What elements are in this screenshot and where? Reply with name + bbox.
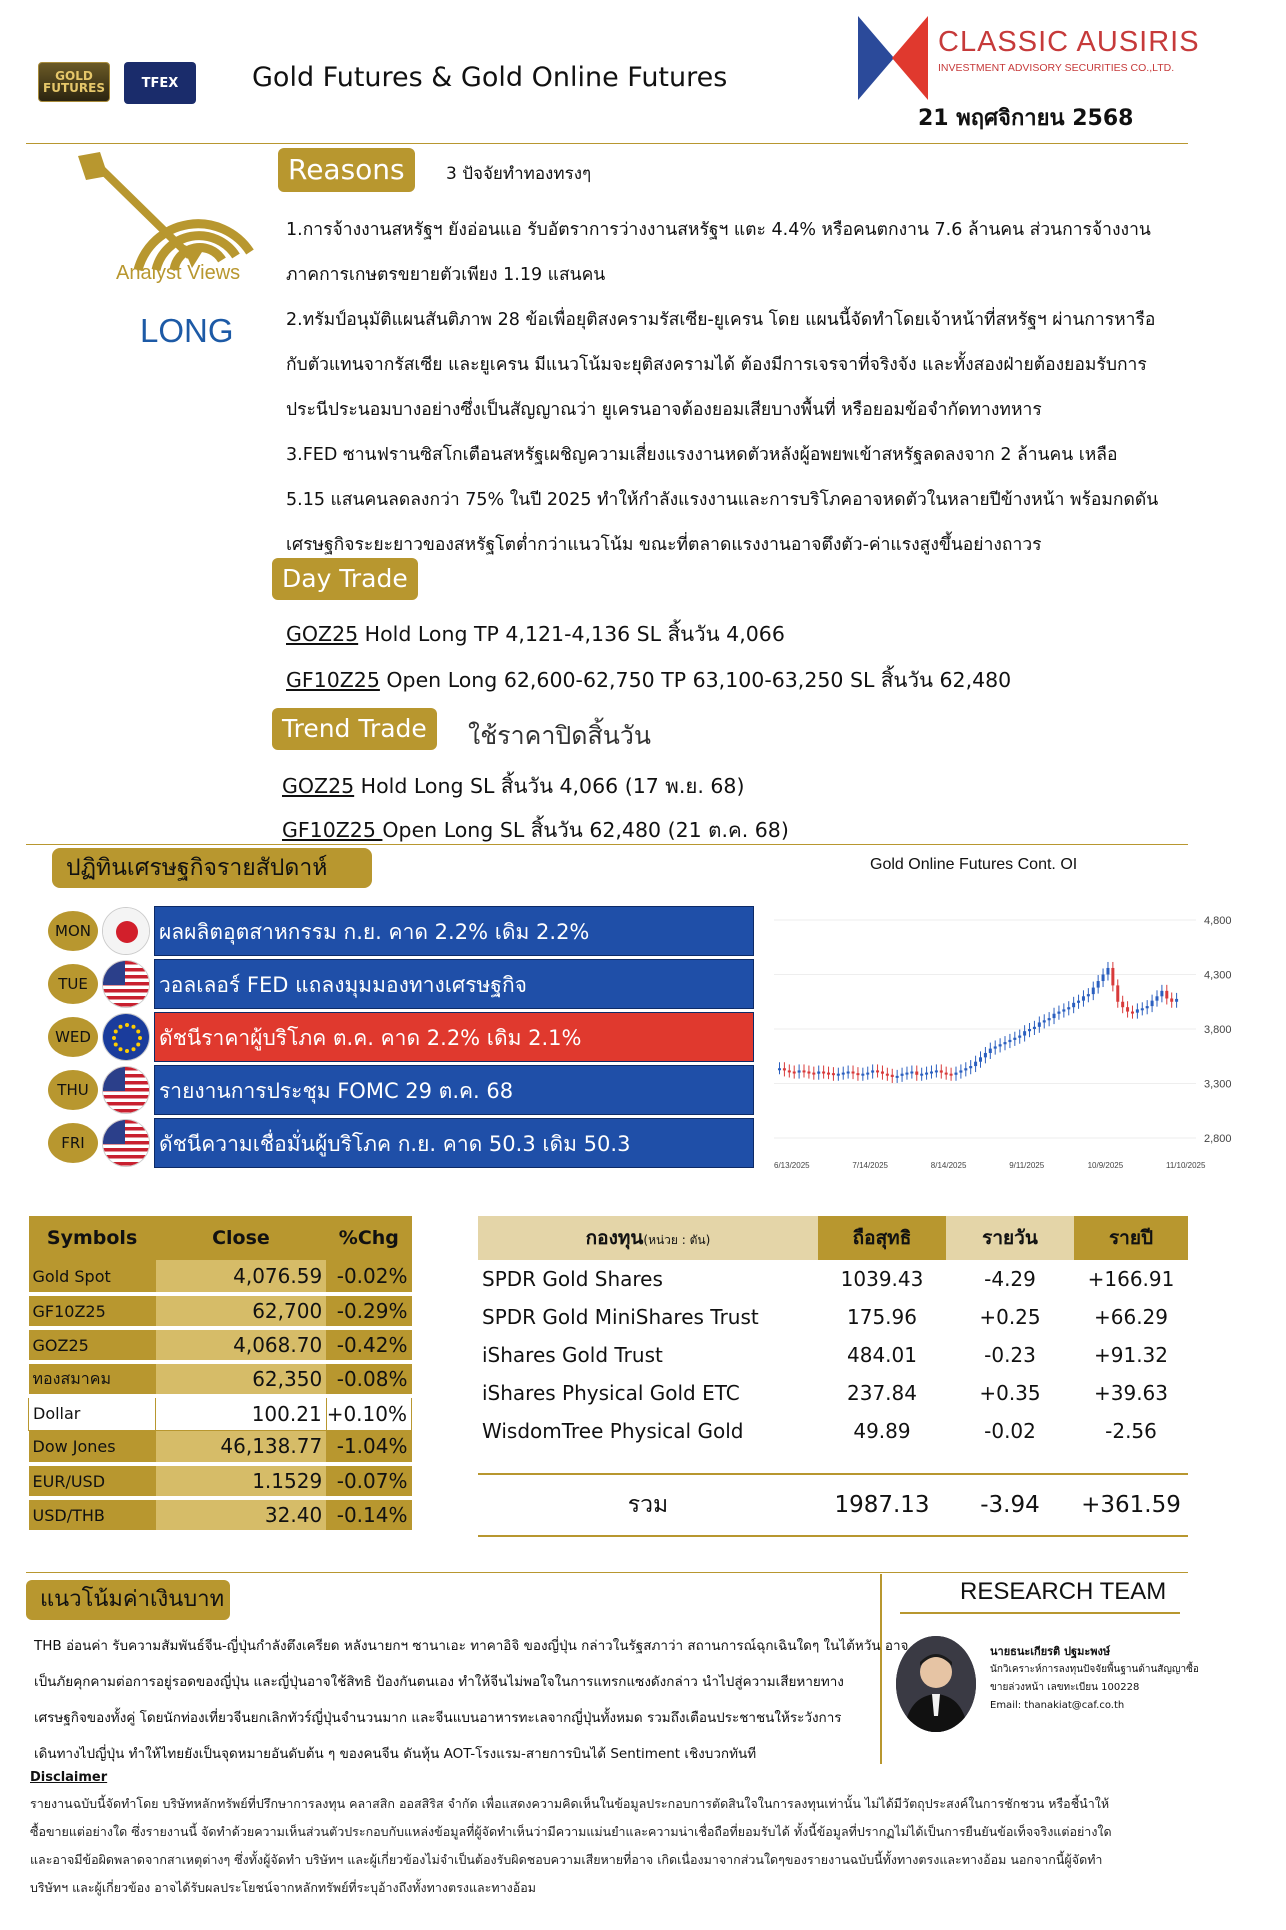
fund-spacer	[478, 1450, 1188, 1474]
candle-body	[950, 1074, 953, 1076]
japan-flag	[102, 907, 150, 955]
reason-line: เศรษฐกิจระยะยาวของสหรัฐโตต่ำกว่าแนวโน้ม ขณะที่ตลาดแรงงานอาจตึงตัว-ค่าแรงสูงขึ้นอย่างถาวร	[286, 535, 1042, 555]
candle-body	[788, 1070, 791, 1072]
candle-body	[1043, 1020, 1046, 1022]
column-header-fund: กองทุน(หน่วย : ตัน)	[478, 1216, 818, 1260]
x-tick-label: 6/13/2025	[774, 1161, 810, 1170]
fund-total-label: รวม	[478, 1474, 818, 1536]
fund-daily: -4.29	[984, 1267, 1036, 1291]
candle-body	[1057, 1012, 1060, 1014]
candle-body	[1053, 1014, 1056, 1018]
candle-body	[807, 1072, 810, 1074]
symbol-close: 62,700	[156, 1294, 327, 1328]
candle-body	[832, 1073, 835, 1075]
candle-body	[969, 1066, 972, 1068]
symbol-row	[29, 1396, 412, 1430]
candle-body	[1018, 1036, 1021, 1038]
reason-line: 1.การจ้างงานสหรัฐฯ ยังอ่อนแอ รับอัตราการว่างงานสหรัฐฯ แตะ 4.4% หรือคนตกงาน 7.6 ล้านคน ส่วนการจ้างงาน	[286, 220, 1151, 240]
trade-detail: Hold Long SL สิ้นวัน 4,066 (17 พ.ย. 68)	[354, 774, 745, 798]
fund-daily: -0.23	[984, 1343, 1036, 1367]
fund-daily: -0.02	[984, 1419, 1036, 1443]
trade-symbol: GF10Z25	[286, 668, 380, 692]
column-header-yearly: รายปี	[1074, 1216, 1188, 1260]
fund-total-daily: -3.94	[946, 1474, 1074, 1536]
section-divider	[26, 844, 1188, 845]
candle-body	[1097, 981, 1100, 988]
candle-body	[974, 1062, 977, 1066]
fund-total-row	[478, 1474, 1188, 1536]
symbol-close: 32.40	[156, 1498, 327, 1532]
candle-body	[945, 1073, 948, 1075]
x-tick-label: 8/14/2025	[930, 1161, 967, 1170]
us-flag	[102, 960, 150, 1008]
candle-body	[979, 1057, 982, 1061]
candle-body	[1146, 1006, 1149, 1008]
trend-trade-note: ใช้ราคาปิดสิ้นวัน	[468, 721, 651, 750]
candle-body	[1092, 988, 1095, 995]
candle-body	[1111, 968, 1114, 985]
candle-body	[1038, 1022, 1041, 1026]
candle-body	[783, 1068, 786, 1070]
trading-stance: LONG	[140, 312, 234, 349]
candle-body	[1116, 985, 1119, 1001]
eu-flag	[102, 1013, 150, 1061]
symbol-change: -0.14%	[326, 1498, 411, 1532]
economic-calendar-title: ปฏิทินเศรษฐกิจรายสัปดาห์	[52, 848, 372, 888]
fund-yearly: +66.29	[1093, 1305, 1168, 1329]
candle-body	[866, 1073, 869, 1075]
candle-body	[940, 1070, 943, 1072]
calendar-event: ดัชนีความเชื่อมั่นผู้บริโภค ก.ย. คาด 50.3 เดิม 50.3	[154, 1118, 754, 1168]
candle-body	[1087, 994, 1090, 996]
calendar-event: ดัชนีราคาผู้บริโภค ต.ค. คาด 2.2% เดิม 2.1%	[154, 1012, 754, 1062]
candle-body	[1023, 1031, 1026, 1035]
column-header-daily: รายวัน	[946, 1216, 1074, 1260]
y-tick-label: 4,800	[1204, 915, 1232, 927]
analyst-views-label: Analyst Views	[116, 262, 241, 284]
fund-holdings: 237.84	[847, 1381, 917, 1405]
candle-body	[1151, 1001, 1154, 1006]
candle-body	[803, 1070, 806, 1072]
trade-detail: Open Long 62,600-62,750 TP 63,100-63,250 SL สิ้นวัน 62,480	[379, 668, 1012, 692]
fund-daily: +0.25	[979, 1305, 1041, 1329]
candle-body	[891, 1075, 894, 1077]
candle-body	[989, 1049, 992, 1053]
x-tick-label: 11/10/2025	[1166, 1161, 1206, 1170]
candle-body	[994, 1046, 997, 1048]
candle-body	[1072, 1003, 1075, 1007]
symbol-change: -0.08%	[326, 1362, 411, 1396]
fund-row	[478, 1374, 1188, 1412]
disclaimer-line: รายงานฉบับนี้จัดทำโดย บริษัทหลักทรัพย์ที่ปรึกษาการลงทุน คลาสสิก ออสสิริส จำกัด เพื่อแสดงความคิดเห็นในข้อมูลประกอบการตัดสินใจในการลงทุนเท่านั้น ไม่ได้มีวัตถุประสงค์ในการชักชวน หรือชี้นำให้	[30, 1796, 1110, 1811]
candle-body	[856, 1073, 859, 1075]
analyst-email: Email: thanakiat@caf.co.th	[990, 1700, 1125, 1711]
baht-outlook-line: THB อ่อนค่า รับความสัมพันธ์จีน-ญี่ปุ่นกำลังตึงเครียด หลังนายกฯ ซานาเอะ ทาคาอิจิ ของญี่ปุ่น กล่าวในรัฐสภาว่า สถานการณ์ฉุกเฉินใดๆ ในไต้หวัน อาจ	[34, 1638, 909, 1654]
reason-line: กับตัวแทนจากรัสเซีย และยูเครน มีแนวโน้มจะยุติสงครามได้ ต้องมีการเจรจาที่จริงจัง และทั้งสองฝ่ายต้องยอมรับการ	[286, 355, 1147, 375]
fund-total-holdings: 1987.13	[818, 1474, 946, 1536]
candle-body	[1175, 999, 1178, 1002]
candle-body	[817, 1072, 820, 1074]
candle-body	[1004, 1042, 1007, 1044]
candle-body	[999, 1044, 1002, 1046]
candle-body	[920, 1074, 923, 1076]
symbol-name: GOZ25	[29, 1328, 156, 1362]
trade-symbol: GF10Z25	[282, 818, 383, 842]
header-divider	[26, 143, 1188, 144]
symbol-name: EUR/USD	[29, 1464, 156, 1498]
candle-body	[1077, 1001, 1080, 1003]
candle-body	[886, 1074, 889, 1076]
analyst-name: นายธนะเกียรติ ปฐมะพงษ์	[990, 1645, 1111, 1658]
report-date: 21 พฤศจิกายน 2568	[918, 106, 1134, 131]
trade-detail: Hold Long TP 4,121-4,136 SL สิ้นวัน 4,066	[358, 622, 785, 646]
reason-line: 3.FED ซานฟรานซิสโกเตือนสหรัฐเผชิญความเสี่ยงแรงงานหดตัวหลังผู้อพยพเข้าสหรัฐลดลงจาก 2 ล้านคน เหลือ	[286, 445, 1118, 465]
chart-title: Gold Online Futures Cont. OI	[870, 856, 1078, 873]
symbol-name: ทองสมาคม	[29, 1362, 156, 1396]
gold-oi-chart	[764, 880, 1244, 1180]
research-team-title: RESEARCH TEAM	[960, 1578, 1167, 1605]
candle-body	[959, 1070, 962, 1072]
trade-detail: Open Long SL สิ้นวัน 62,480 (21 ต.ค. 68)	[382, 818, 789, 842]
y-tick-label: 4,300	[1204, 969, 1232, 982]
candle-body	[930, 1072, 933, 1074]
candle-body	[984, 1053, 987, 1057]
fund-yearly: -2.56	[1105, 1419, 1157, 1443]
x-tick-label: 9/11/2025	[1009, 1161, 1045, 1170]
candle-body	[842, 1073, 845, 1075]
symbol-row	[29, 1498, 412, 1532]
column-header-symbols: Symbols	[29, 1216, 156, 1260]
research-divider	[900, 1612, 1180, 1614]
tfex-logo: TFEX	[124, 62, 196, 104]
candle-body	[827, 1073, 830, 1075]
fund-row	[478, 1412, 1188, 1450]
symbol-name: Gold Spot	[29, 1260, 156, 1294]
calendar-event: วอลเลอร์ FED แถลงมุมมองทางเศรษฐกิจ	[154, 959, 754, 1009]
trend-trade-line	[282, 770, 744, 803]
symbol-change: +0.10%	[326, 1396, 411, 1430]
fund-name: iShares Gold Trust	[482, 1343, 663, 1367]
section-divider	[26, 1572, 1188, 1573]
candle-body	[861, 1074, 864, 1076]
candle-body	[798, 1070, 801, 1072]
symbol-name: GF10Z25	[29, 1294, 156, 1328]
candle-body	[896, 1076, 899, 1078]
trend-trade-line	[282, 814, 789, 847]
candle-body	[871, 1070, 874, 1072]
candle-body	[1008, 1040, 1011, 1042]
candle-body	[910, 1072, 913, 1074]
day-trade-line	[286, 618, 785, 651]
gold-futures-logo: GOLD FUTURES	[38, 62, 110, 102]
fund-daily: +0.35	[979, 1381, 1041, 1405]
candle-body	[1033, 1027, 1036, 1029]
fund-row	[478, 1336, 1188, 1374]
fund-holdings: 484.01	[847, 1343, 917, 1367]
candle-body	[964, 1068, 967, 1070]
page-title: Gold Futures & Gold Online Futures	[252, 62, 728, 93]
symbol-row	[29, 1430, 412, 1464]
candle-body	[954, 1073, 957, 1075]
analyst-role: ขายล่วงหน้า เลขทะเบียน 100228	[990, 1682, 1140, 1693]
symbol-row	[29, 1294, 412, 1328]
candle-body	[793, 1072, 796, 1074]
candle-body	[925, 1073, 928, 1075]
classic-ausiris-logo-mark	[858, 16, 928, 100]
baht-outlook-line: เป็นภัยคุกคามต่อการอยู่รอดของญี่ปุ่น และญี่ปุ่นอาจใช้สิทธิ ป้องกันตนเอง ทำให้จีนไม่พอใจในการแทรกแซงดังกล่าว นำไปสู่ความเสียหายทาง	[34, 1674, 844, 1690]
candle-body	[901, 1074, 904, 1076]
candle-body	[1155, 996, 1158, 1000]
candle-body	[1160, 991, 1163, 996]
fund-holdings: 175.96	[847, 1305, 917, 1329]
candle-body	[1131, 1012, 1134, 1014]
candle-body	[1013, 1038, 1016, 1040]
y-tick-label: 3,800	[1204, 1024, 1232, 1036]
reason-line: 2.ทรัมป์อนุมัติแผนสันติภาพ 28 ข้อเพื่อยุติสงครามรัสเซีย-ยูเครน โดย แผนนี้จัดทำโดยเจ้าหน้าที่สหรัฐฯ ผ่านการหารือ	[286, 310, 1156, 330]
market-symbols-table	[28, 1216, 412, 1534]
candle-body	[876, 1070, 879, 1072]
candle-body	[822, 1072, 825, 1074]
reason-line: ประนีประนอมบางอย่างซึ่งเป็นสัญญาณว่า ยูเครนอาจต้องยอมเสียบางพื้นที่ หรือยอมข้อจำกัดทางทหาร	[286, 400, 1042, 420]
candle-body	[852, 1072, 855, 1074]
brand-subtitle: INVESTMENT ADVISORY SECURITIES CO.,LTD.	[938, 62, 1175, 74]
candle-body	[1106, 968, 1109, 975]
column-header-change: %Chg	[326, 1216, 411, 1260]
candle-body	[1136, 1009, 1139, 1012]
candle-body	[935, 1070, 938, 1072]
candle-body	[1062, 1009, 1065, 1011]
reason-line: 5.15 แสนคนลดลงกว่า 75% ในปี 2025 ทำให้กำลังแรงงานและการบริโภคอาจหดตัวในหลายปีข้างหน้า พร้อมกดดัน	[286, 490, 1159, 510]
symbol-row	[29, 1260, 412, 1294]
symbol-close: 62,350	[156, 1362, 327, 1396]
candle-body	[1141, 1008, 1144, 1010]
symbol-close: 100.21	[156, 1396, 327, 1430]
baht-outlook-line: เศรษฐกิจของทั้งคู่ โดยนักท่องเที่ยวจีนยกเลิกทัวร์ญี่ปุ่นจำนวนมาก และจีนแบนอาหารทะเลจากญี่ปุ่นทั้งหมด รวมถึงเตือนประชาชนให้ระวังการ	[34, 1710, 842, 1726]
fund-yearly: +166.91	[1087, 1267, 1175, 1291]
symbol-name: Dollar	[29, 1396, 156, 1430]
candle-body	[1170, 998, 1173, 1001]
fund-yearly: +91.32	[1093, 1343, 1168, 1367]
day-trade-tag: Day Trade	[272, 558, 418, 600]
trade-symbol: GOZ25	[282, 774, 355, 798]
reasons-tag: Reasons	[278, 148, 415, 192]
y-tick-label: 2,800	[1204, 1133, 1232, 1145]
us-flag	[102, 1119, 150, 1167]
reasons-subtitle: 3 ปัจจัยทำทองทรงๆ	[446, 164, 592, 184]
analyst-photo	[896, 1636, 976, 1732]
fund-holdings: 1039.43	[840, 1267, 924, 1291]
reason-line: ภาคการเกษตรขยายตัวเพียง 1.19 แสนคน	[286, 265, 606, 285]
x-tick-label: 10/9/2025	[1087, 1161, 1124, 1170]
symbol-change: -1.04%	[326, 1430, 411, 1464]
fund-name: SPDR Gold MiniShares Trust	[482, 1305, 759, 1329]
symbol-row	[29, 1328, 412, 1362]
candle-body	[1067, 1007, 1070, 1009]
candle-body	[1048, 1018, 1051, 1020]
symbol-close: 4,076.59	[156, 1260, 327, 1294]
baht-outlook-line: เดินทางไปญี่ปุ่น ทำให้ไทยยังเป็นจุดหมายอันดับต้น ๆ ของคนจีน ดันหุ้น AOT-โรงแรม-สายการบินได้ Sentiment เชิงบวกทันที	[34, 1746, 757, 1762]
candle-body	[847, 1072, 850, 1074]
candle-body	[1126, 1007, 1129, 1011]
day-badge: TUE	[48, 964, 98, 1004]
fund-total-yearly: +361.59	[1074, 1474, 1188, 1536]
analyst-role: นักวิเคราะห์การลงทุนปัจจัยพื้นฐานด้านสัญญาซื้อ	[990, 1664, 1199, 1675]
symbol-change: -0.29%	[326, 1294, 411, 1328]
fund-name: SPDR Gold Shares	[482, 1267, 663, 1291]
disclaimer-line: และอาจมีข้อผิดพลาดจากสาเหตุต่างๆ ซึ่งทั้งผู้จัดทำ บริษัทฯ และผู้เกี่ยวข้องไม่จำเป็นต้องรับผิดชอบความเสียหายที่อาจ เกิดเนื่องมาจากส่วนใดๆของรายงานฉบับนี้ทั้งทางตรงและทางอ้อม นอกจากนี้ผู้จัดทำ	[30, 1852, 1103, 1867]
calendar-event: ผลผลิตอุตสาหกรรม ก.ย. คาด 2.2% เดิม 2.2%	[154, 906, 754, 956]
trend-trade-tag: Trend Trade	[272, 708, 437, 750]
symbol-change: -0.42%	[326, 1328, 411, 1362]
candle-body	[1165, 991, 1168, 999]
fund-yearly: +39.63	[1093, 1381, 1168, 1405]
candle-body	[881, 1072, 884, 1074]
symbol-close: 46,138.77	[156, 1430, 327, 1464]
baht-outlook-title: แนวโน้มค่าเงินบาท	[26, 1580, 230, 1620]
us-flag	[102, 1066, 150, 1114]
day-badge: MON	[48, 911, 98, 951]
fund-row	[478, 1298, 1188, 1336]
disclaimer-line: ซื้อขายแต่อย่างใด ซึ่งรายงานนี้ จัดทำด้วยความเห็นส่วนตัวประกอบกับแหล่งข้อมูลที่ผู้จัดทำเห็นว่ามีความแม่นยำและความน่าเชื่อถือที่ยอมรับได้ ทั้งนี้ข้อมูลที่ปรากฏไม่ได้เป็นการยืนยันข้อเท็จจริงแต่อย่างใด	[30, 1824, 1112, 1839]
calendar-event: รายงานการประชุม FOMC 29 ต.ค. 68	[154, 1065, 754, 1115]
candle-body	[1121, 1002, 1124, 1007]
disclaimer-title: Disclaimer	[30, 1770, 108, 1785]
symbol-change: -0.02%	[326, 1260, 411, 1294]
symbol-row	[29, 1464, 412, 1498]
y-tick-label: 3,300	[1204, 1078, 1232, 1091]
fund-row	[478, 1260, 1188, 1298]
candle-body	[915, 1072, 918, 1075]
candle-body	[837, 1074, 840, 1076]
candle-body	[1028, 1029, 1031, 1031]
fund-name: WisdomTree Physical Gold	[482, 1419, 744, 1443]
symbol-close: 1.1529	[156, 1464, 327, 1498]
day-trade-line	[286, 664, 1011, 697]
symbol-row	[29, 1362, 412, 1396]
x-tick-label: 7/14/2025	[852, 1161, 888, 1170]
candle-body	[812, 1073, 815, 1075]
brand-name: CLASSIC AUSIRIS	[938, 26, 1200, 58]
column-header-holdings: ถือสุทธิ	[818, 1216, 946, 1260]
disclaimer-line: บริษัทฯ และผู้เกี่ยวข้อง อาจได้รับผลประโยชน์จากหลักทรัพย์ที่ระบุอ้างถึงทั้งทางตรงและทางอ้อม	[30, 1880, 536, 1895]
candle-body	[905, 1073, 908, 1075]
symbol-close: 4,068.70	[156, 1328, 327, 1362]
candle-body	[1082, 996, 1085, 1000]
candle-body	[778, 1068, 781, 1070]
symbol-name: USD/THB	[29, 1498, 156, 1532]
day-badge: FRI	[48, 1123, 98, 1163]
fund-holdings: 49.89	[853, 1419, 911, 1443]
candle-body	[1102, 975, 1105, 982]
symbol-change: -0.07%	[326, 1464, 411, 1498]
gold-etf-holdings-table	[478, 1216, 1188, 1537]
column-header-close: Close	[156, 1216, 327, 1260]
day-badge: THU	[48, 1070, 98, 1110]
trade-symbol: GOZ25	[286, 622, 359, 646]
symbol-name: Dow Jones	[29, 1430, 156, 1464]
fund-name: iShares Physical Gold ETC	[482, 1381, 740, 1405]
day-badge: WED	[48, 1017, 98, 1057]
